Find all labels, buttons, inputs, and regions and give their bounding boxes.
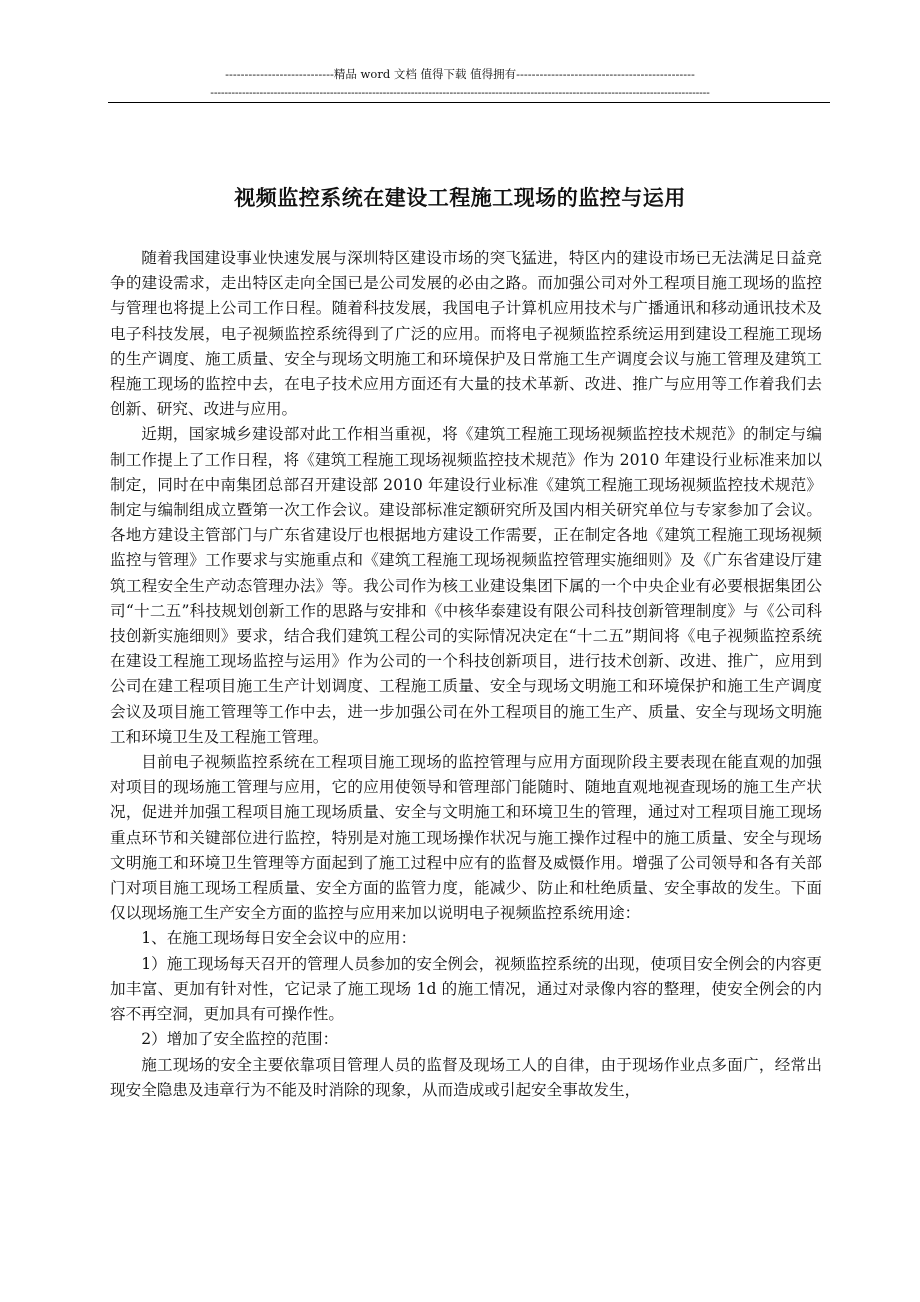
header-line-1: ----------------------------精品 word 文档 值得下载 值得拥有---------------------------------------------- [225,67,695,81]
document-title: 视频监控系统在建设工程施工现场的监控与运用 [234,185,686,210]
paragraph: 近期，国家城乡建设部对此工作相当重视，将《建筑工程施工现场视频监控技术规范》的制定与编制工作提上了工作日程，将《建筑工程施工现场视频监控技术规范》作为 2010 年建设行业标准来加以制定，同时在中南集团总部召开建设部 2010 年建设行业标准《建筑工程施工现场视频监控技术规范》制定与编制组成立暨第一次工作会议。建设部标准定额研究所及国内相关研究单位与专家参加了会议。各地方建设主管部门与广东省建设厅也根据地方建设工作需要，正在制定各地《建筑工程施工现场视频监控与管理》工作要求与实施重点和《建筑工程施工现场视频监控管理实施细则》及《广东省建设厅建筑工程安全生产动态管理办法》等。我公司作为核工业建设集团下属的一个中央企业有必要根据集团公司“十二五”科技规划创新工作的思路与安排和《中核华泰建设有限公司科技创新管理制度》与《公司科技创新实施细则》要求，结合我们建筑工程公司的实际情况决定在“十二五”期间将《电子视频监控系统在建设工程施工现场监控与运用》作为公司的一个科技创新项目，进行技术创新、改进、推广，应用到公司在建工程项目施工生产计划调度、工程施工质量、安全与现场文明施工和环境保护和施工生产调度会议及项目施工管理等工作中去，进一步加强公司在外工程项目的施工生产、质量、安全与现场文明施工和环境卫生及工程施工管理。 [110,425,822,746]
paragraph: 1、在施工现场每日安全会议中的应用： [141,929,417,948]
paragraph: 2）增加了安全监控的范围： [141,1030,339,1049]
header-line-2: ---------------------------------------------------------------------------------------------------------------------------------------------- [210,86,710,99]
paragraph: 随着我国建设事业快速发展与深圳特区建设市场的突飞猛进，特区内的建设市场已无法满足日益竞争的建设需求，走出特区走向全国已是公司发展的必由之路。而加强公司对外工程项目施工现场的监控与管理也将提上公司工作日程。随着科技发展，我国电子计算机应用技术与广播通讯和移动通讯技术及电子科技发展，电子视频监控系统得到了广泛的应用。而将电子视频监控系统运用到建设工程施工现场的生产调度、施工质量、安全与现场文明施工和环境保护及日常施工生产调度会议与施工管理及建筑工程施工现场的监控中去，在电子技术应用方面还有大量的技术革新、改进、推广与应用等工作着我们去创新、研究、改进与应用。 [110,249,822,419]
paragraph: 1）施工现场每天召开的管理人员参加的安全例会，视频监控系统的出现，使项目安全例会的内容更加丰富、更加有针对性，它记录了施工现场 1d 的施工情况，通过对录像内容的整理，使安全例会的内容不再空洞，更加具有可操作性。 [110,954,822,1024]
document-body [110,246,822,1103]
paragraph: 施工现场的安全主要依靠项目管理人员的监督及现场工人的自律，由于现场作业点多面广，经常出现安全隐患及违章行为不能及时消除的现象，从而造成或引起安全事故发生， [110,1055,822,1099]
header-rule [108,102,830,103]
paragraph: 目前电子视频监控系统在工程项目施工现场的监控管理与应用方面现阶段主要表现在能直观的加强对项目的现场施工管理与应用，它的应用使领导和管理部门能随时、随地直观地视查现场的施工生产状况，促进并加强工程项目施工现场质量、安全与文明施工和环境卫生的管理，通过对工程项目施工现场重点环节和关键部位进行监控，特别是对施工现场操作状况与施工操作过程中的施工质量、安全与现场文明施工和环境卫生管理等方面起到了施工过程中应有的监督及威慑作用。增强了公司领导和各有关部门对项目施工现场工程质量、安全方面的监管力度，能减少、防止和杜绝质量、安全事故的发生。下面仅以现场施工生产安全方面的监控与应用来加以说明电子视频监控系统用途： [110,753,822,923]
